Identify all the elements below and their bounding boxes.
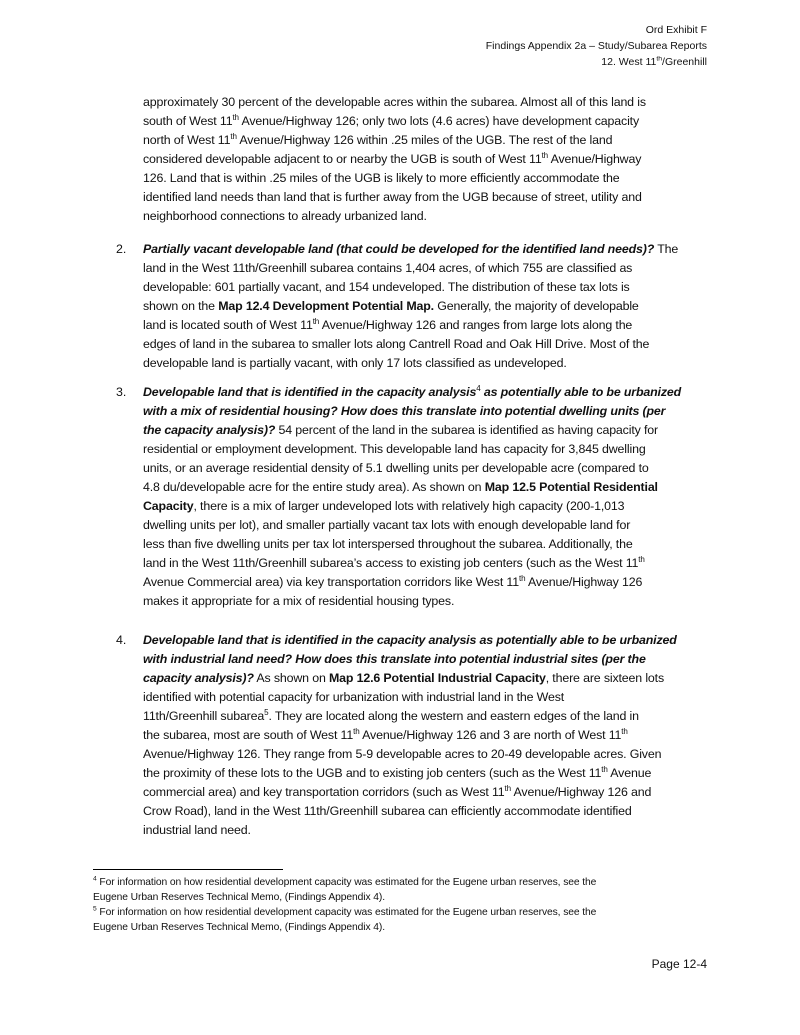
text-run: Avenue/Highway 126; only two lots (4.6 acres) have development capacity [238, 114, 640, 128]
superscript: th [232, 112, 239, 122]
text-run: , there are sixteen lots [545, 671, 665, 685]
text-line [143, 499, 624, 513]
text-line [143, 337, 649, 351]
text-run: The [654, 242, 679, 256]
text-run: , there is a mix of larger undeveloped lots with relatively high capacity (200-1,013 [193, 499, 625, 513]
text-run: Developable land that is identified in the capacity analysis [143, 385, 477, 399]
header-subarea-text: /Greenhill [662, 56, 707, 68]
text-line [143, 133, 612, 147]
text-line [143, 690, 564, 704]
text-line [143, 299, 639, 313]
text-run: Capacity [143, 499, 194, 513]
text-run: Partially vacant developable land (that could be developed for the identified land needs)? [143, 242, 655, 256]
text-line [143, 594, 454, 608]
superscript: th [601, 764, 608, 774]
text-run: Avenue [607, 766, 652, 780]
text-run: Avenue/Highway 126 and 3 are north of West 11 [359, 728, 622, 742]
text-line [143, 633, 677, 647]
text-line [143, 461, 649, 475]
text-run: residential or employment development. This developable land has capacity for 3,845 dwelling [143, 442, 646, 456]
text-line [143, 318, 632, 332]
text-run: Avenue Commercial area) via key transportation corridors like West 11 [143, 575, 519, 589]
footnote-mark: 4 [93, 875, 97, 883]
superscript: 4 [476, 383, 481, 393]
header-subarea-text: 12. West 11 [601, 56, 657, 68]
text-run: identified with potential capacity for urbanization with industrial land in the West [143, 690, 565, 704]
list-number: 3. [116, 385, 127, 399]
text-run: Generally, the majority of developable [433, 299, 639, 313]
text-line [143, 152, 641, 166]
text-run: 11th/Greenhill subarea [143, 709, 265, 723]
text-run: Map 12.6 Potential Industrial Capacity [329, 671, 546, 685]
text-run: north of West 11 [143, 133, 231, 147]
text-run: Avenue/Highway 126 and ranges from large lots along the [319, 318, 633, 332]
text-run: considered developable adjacent to or nearby the UGB is south of West 11 [143, 152, 542, 166]
footnote-text: Eugene Urban Reserves Technical Memo, (Findings Appendix 4). [93, 922, 386, 933]
text-line [143, 385, 681, 399]
list-number: 2. [116, 242, 127, 256]
footnote-line [93, 892, 385, 903]
text-run: Map 12.4 Development Potential Map. [218, 299, 434, 313]
text-line [143, 728, 628, 742]
text-line [143, 518, 630, 532]
superscript: th [621, 726, 628, 736]
text-run: 54 percent of the land in the subarea is identified as having capacity for [275, 423, 658, 437]
text-line [143, 356, 567, 370]
superscript: th [519, 573, 526, 583]
text-line [143, 652, 646, 666]
superscript: th [353, 726, 360, 736]
text-line [143, 261, 632, 275]
text-run: 4.8 du/developable acre for the entire study area). As shown on [143, 480, 485, 494]
footnote-separator [93, 869, 283, 870]
text-line [143, 190, 642, 204]
text-line [143, 242, 678, 256]
text-run: land is located south of West 11 [143, 318, 313, 332]
list-number: 4. [116, 633, 127, 647]
text-run: dwelling units per lot), and smaller partially vacant tax lots with enough developable land for [143, 518, 631, 532]
text-line [143, 209, 427, 223]
text-run: the subarea, most are south of West 11 [143, 728, 354, 742]
header-exhibit: Ord Exhibit F [645, 24, 707, 36]
header-subarea [601, 56, 707, 68]
header-appendix: Findings Appendix 2a – Study/Subarea Reports [485, 40, 707, 52]
footnote-line [93, 877, 596, 888]
text-run: shown on the [143, 299, 219, 313]
text-run: Avenue/Highway [548, 152, 642, 166]
text-run: commercial area) and key transportation corridors (such as West 11 [143, 785, 505, 799]
text-run: . They are located along the western and eastern edges of the land in [268, 709, 639, 723]
text-run: as potentially able to be urbanized [480, 385, 682, 399]
text-run: Avenue/Highway 126. They range from 5-9 developable acres to 20-49 developable acres. Given [143, 747, 662, 761]
text-run: land in the West 11th/Greenhill subarea contains 1,404 acres, of which 755 are classified as [143, 261, 633, 275]
text-line [143, 423, 658, 437]
text-line [143, 280, 630, 294]
footnote-line [93, 922, 385, 933]
text-line [143, 537, 633, 551]
text-run: Developable land that is identified in the capacity analysis as potentially able to be urbanized [143, 633, 677, 647]
text-run: Map 12.5 Potential Residential [484, 480, 658, 494]
text-run: approximately 30 percent of the developable acres within the subarea. Almost all of this land is [143, 95, 646, 109]
text-line [143, 480, 658, 494]
text-run: edges of land in the subarea to smaller lots along Cantrell Road and Oak Hill Drive. Most of the [143, 337, 650, 351]
footnote-text: Eugene Urban Reserves Technical Memo, (Findings Appendix 4). [93, 892, 386, 903]
text-run: the capacity analysis)? [143, 423, 276, 437]
text-run: developable land is partially vacant, with only 17 lots classified as undeveloped. [143, 356, 567, 370]
text-run: identified land needs than land that is further away from the UGB because of street, utility and [143, 190, 642, 204]
text-run: south of West 11 [143, 114, 233, 128]
text-run: Crow Road), land in the West 11th/Greenhill subarea can efficiently accommodate identified [143, 804, 632, 818]
text-line [143, 442, 646, 456]
text-run: Avenue/Highway 126 within .25 miles of the UGB. The rest of the land [236, 133, 613, 147]
text-run: Avenue/Highway 126 and [510, 785, 652, 799]
text-line [143, 575, 642, 589]
text-line [143, 95, 646, 109]
text-line [143, 404, 665, 418]
text-line [143, 766, 651, 780]
superscript: th [638, 554, 645, 564]
text-line [143, 747, 661, 761]
superscript: th [312, 316, 320, 326]
text-run: the proximity of these lots to the UGB and to existing job centers (such as the West 11 [143, 766, 602, 780]
text-line [143, 785, 651, 799]
text-run: with industrial land need? How does this translate into potential industrial sites (per the [143, 652, 646, 666]
text-run: makes it appropriate for a mix of residential housing types. [143, 594, 455, 608]
text-run: with a mix of residential housing? How does this translate into potential dwelling units (per [143, 404, 666, 418]
header-sup: th [656, 55, 663, 63]
text-run: less than five dwelling units per tax lot interspersed throughout the subarea. Additionally, the [143, 537, 633, 551]
text-line [143, 823, 251, 837]
text-run: developable: 601 partially vacant, and 154 undeveloped. The distribution of these tax lots is [143, 280, 630, 294]
text-run: land in the West 11th/Greenhill subarea’s access to existing job centers (such as the West 11 [143, 556, 639, 570]
text-line [143, 709, 639, 723]
superscript: 5 [264, 707, 269, 717]
text-line [143, 171, 619, 185]
page-number: Page 12-4 [651, 957, 707, 971]
superscript: th [541, 150, 548, 160]
footnote-line [93, 907, 596, 918]
text-run: units, or an average residential density of 5.1 dwelling units per developable acre (compared to [143, 461, 649, 475]
text-line [143, 804, 632, 818]
text-run: industrial land need. [143, 823, 251, 837]
text-line [143, 556, 645, 570]
text-line [143, 671, 664, 685]
superscript: th [230, 131, 237, 141]
text-line [143, 114, 639, 128]
text-run: capacity analysis)? [143, 671, 254, 685]
text-run: 126. Land that is within .25 miles of the UGB is likely to more efficiently accommodate the [143, 171, 620, 185]
footnote-mark: 5 [93, 905, 97, 913]
text-run: As shown on [253, 671, 329, 685]
footnote-text: For information on how residential development capacity was estimated for the Eugene urban reserves, see the [99, 877, 597, 888]
text-run: Avenue/Highway 126 [525, 575, 643, 589]
footnote-text: For information on how residential development capacity was estimated for the Eugene urban reserves, see the [99, 907, 597, 918]
superscript: th [504, 783, 511, 793]
text-run: neighborhood connections to already urbanized land. [143, 209, 427, 223]
